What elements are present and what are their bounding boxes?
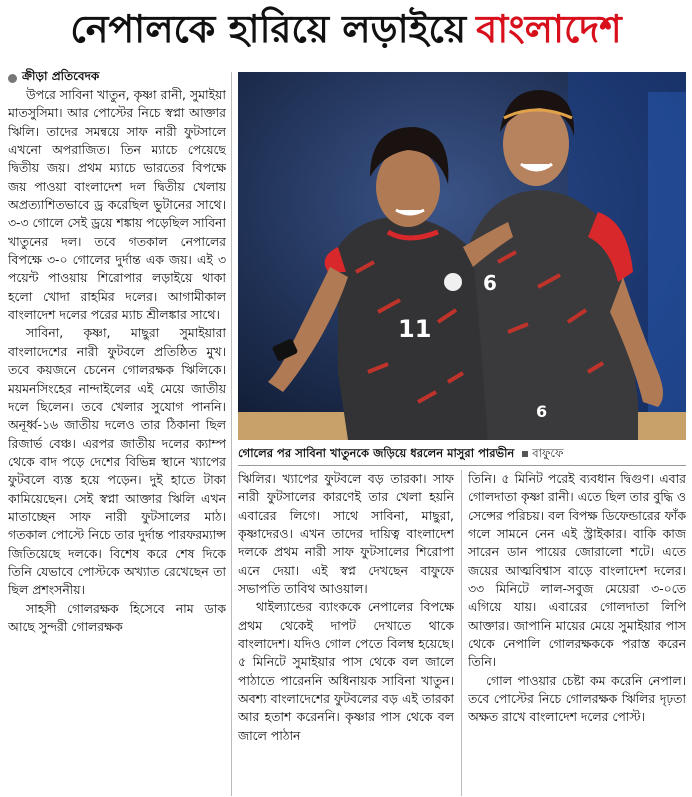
square-bullet-icon bbox=[522, 451, 528, 457]
paragraph: সাবিনা, কৃষ্ণা, মাছুরা সুমাইয়ারা বাংলাদেশের নারী ফুটবলে প্রতিষ্ঠিত মুখ। তবে কয়জনে চেনেন গোলরক্ষক ঋিলিকে। ময়মনসিংহের নান্দাইলের এই মেয়ে জাতীয় দলে ছিলেন। তবে খেলার সুযোগ পাননি। অনূর্ধ্ব-১৬ জাতীয় দলেও তার ঠিকানা ছিল রিজার্ভ বেঞ্চ। এরপর জাতীয় দলের ক্যাম্প থেকে বাদ পড়ে দেশের বিভিন্ন স্থানে খ্যাপের ফুটবলে ব্যস্ত হয়ে পড়েন। দুই হাতে টাকা কামিয়েছেন। সেই স্বপ্না আক্তার ঋিলি এখন মাতাচ্ছেন সাফ নারী ফুটসালের মাঠ। গতকাল পোস্টে নিচে তার দুর্দান্ত পারফরম্যান্স জিতিয়েছে দলকে। বিশেষ করে শেষ দিকে তিনি যেভাবে পোস্টকে অখ্যাত রেখেছেন তা ছিল প্রশংসনীয়। bbox=[8, 325, 226, 598]
column-divider bbox=[231, 72, 232, 796]
shorts-number: 6 bbox=[536, 402, 548, 421]
paragraph: সাহসী গোলরক্ষক হিসেবে নাম ডাক আছে সুন্দরী গোলরক্ষক bbox=[8, 600, 226, 634]
players-illustration bbox=[238, 72, 686, 440]
article-column-3 bbox=[468, 470, 686, 796]
article-column-2 bbox=[238, 470, 454, 796]
paragraph: উপরে সাবিনা খাতুন, কৃষ্ণা রানী, সুমাইয়া মাতসুসিমা। আর পোস্টের নিচে স্বপ্না আক্তার ঋিলি। তাদের সমন্বয়ে সাফ নারী ফুটসালে এখনো অপরাজিত। তিন ম্যাচে পেয়েছে দ্বিতীয় জয়। প্রথম ম্যাচে ভারতের বিপক্ষে জয় পাওয়া বাংলাদেশ দল দ্বিতীয় খেলায় অপ্রত্যাশিতভাবে ড্র করেছিল ভুটানের সাথে। ৩-৩ গোলে সেই ড্রয়ে শঙ্কায় পড়েছিল সাবিনা খাতুনের দল। তবে গতকাল নেপালের বিপক্ষে ৩-০ গোলের দুর্দান্ত এক জয়। এই ৩ পয়েন্ট পাওয়ায় শিরোপার লড়াইয়ে থাকা হলো খোদা রাহমির দলের। আগামীকাল বাংলাদেশ দলের পরের ম্যাচ শ্রীলঙ্কার সাথে। bbox=[8, 87, 226, 323]
byline-text: ক্রীড়া প্রতিবেদক bbox=[22, 69, 100, 83]
credit-text: বাফুফে bbox=[532, 445, 564, 460]
news-photo bbox=[238, 72, 686, 440]
headline-main: নেপালকে হারিয়ে লড়াইয়ে bbox=[70, 7, 467, 51]
paragraph: ঋিলির। খ্যাপের ফুটবলে বড় তারকা। সাফ নারী ফুটসালের কারণেই তার খেলা হয়নি এবারের লিগে। সাথে সাবিনা, মাছুরা, কৃষ্ণাদেরও। এখন তাদের দায়িত্ব বাংলাদেশ দলকে প্রথম নারী সাফ ফুটসালের শিরোপা এনে দেয়া। এই স্বপ্ন দেখছেন বাফুফে সভাপতি তাবিথ আওয়াল। bbox=[238, 471, 454, 597]
article-column-1 bbox=[8, 86, 226, 796]
photo-credit bbox=[522, 445, 563, 464]
jersey-number-right: 6 bbox=[483, 271, 497, 295]
headline bbox=[0, 0, 692, 64]
paragraph: গোল পাওয়ার চেষ্টা কম করেনি নেপাল। তবে পোস্টের নিচে গোলরক্ষক ঋিলির দৃঢ়তা অক্ষত রাখে বাংলাদেশ দলের পোস্ট। bbox=[468, 672, 686, 725]
bullet-icon bbox=[8, 74, 17, 83]
paragraph: তিনি। ৫ মিনিট পরেই ব্যবধান দ্বিগুণ। এবার গোলদাতা কৃষ্ণা রানী। এতে ছিল তার বুদ্ধি ও সেন্সের পরিচয়। বল বিপক্ষ ডিফেন্ডারের ফাঁক গলে সামনে নেন এই স্ট্রাইকার। বাকি কাজ সারেন ডান পায়ের জোরালো শটে। এতে জয়ের আত্মবিশ্বাস বাড়ে বাংলাদেশ দলের। ৩৩ মিনিটে লাল-সবুজ মেয়েরা ৩-০তে এগিয়ে যায়। এবারের গোলদাতা লিপি আক্তার। জাপানি মায়ের মেয়ে সুমাইয়ার পাস থেকে নেপালি গোলরক্ষককে পরাস্ত করেন তিনি। bbox=[468, 471, 686, 670]
byline bbox=[8, 68, 99, 88]
caption-text: গোলের পর সাবিনা খাতুনকে জড়িয়ে ধরলেন মাসুরা পারভীন bbox=[238, 445, 515, 460]
headline-highlight: বাংলাদেশ bbox=[476, 7, 622, 51]
jersey-number-left: 11 bbox=[398, 315, 432, 343]
column-divider bbox=[461, 470, 462, 796]
photo-caption bbox=[238, 443, 686, 466]
paragraph: থাইল্যান্ডের ব্যাংককে নেপালের বিপক্ষে প্রথম থেকেই দাপট দেখাতে থাকে বাংলাদেশ। যদিও গোল পেতে বিলম্ব হয়েছে। ৫ মিনিটে সুমাইয়ার পাস থেকে বল জালে পাঠাতে পারেননি অধিনায়ক সাবিনা খাতুন। অবশ্য বাংলাদেশের ফুটবলের বড় এই তারকা আর হতাশ করেননি। কৃষ্ণার পাস থেকে বল জালে পাঠান bbox=[238, 599, 454, 743]
